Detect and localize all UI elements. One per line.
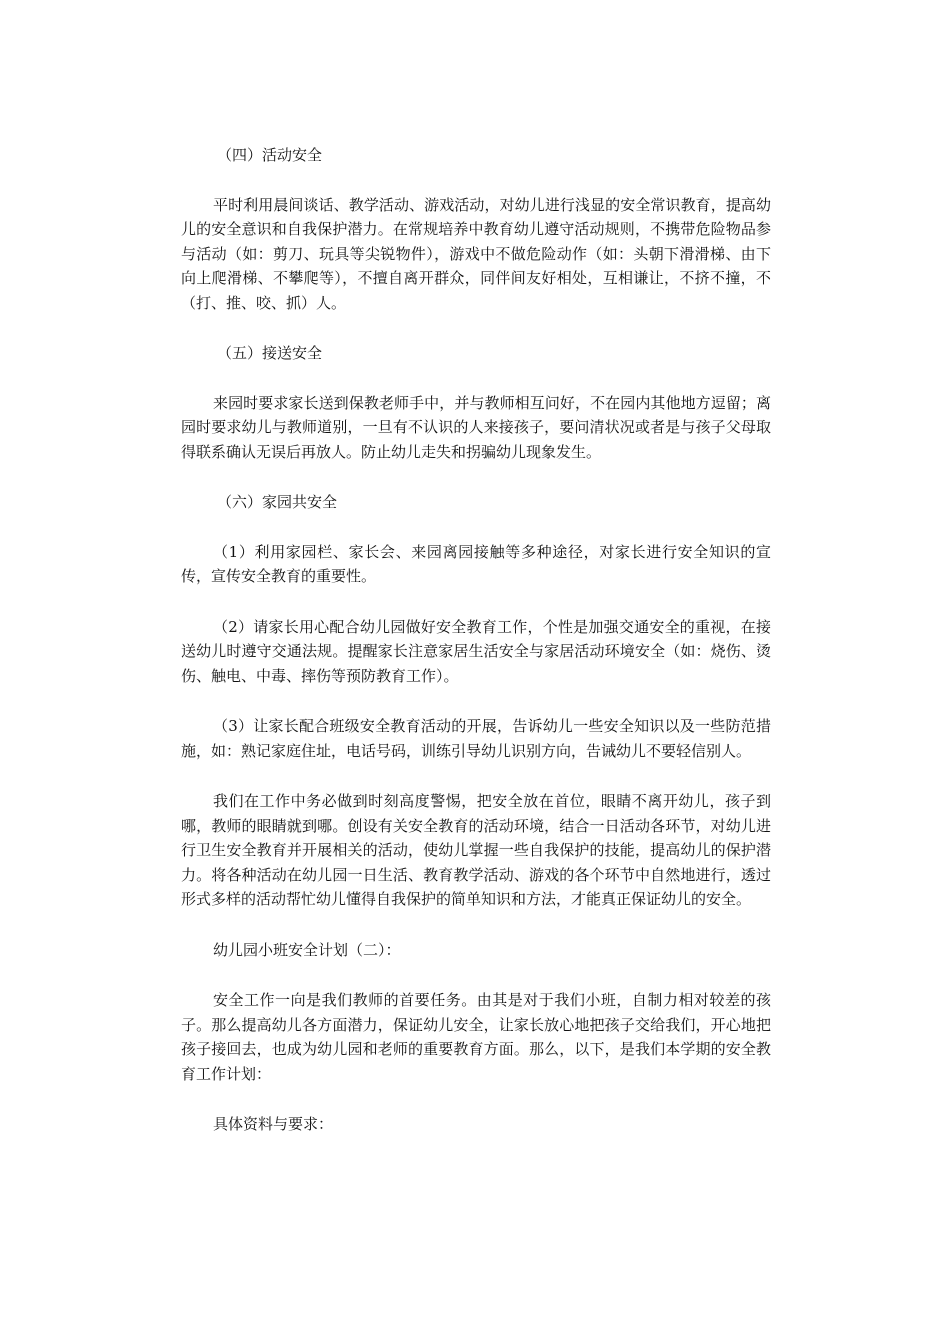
document-body: [181, 143, 771, 1137]
section-heading-activity-safety: （四）活动安全: [217, 146, 323, 164]
paragraph-item-1: （1）利用家园栏、家长会、来园离园接触等多种途径，对家长进行安全知识的宣传，宣传安全教育的重要性。: [181, 542, 771, 585]
section-heading-pickup-safety: （五）接送安全: [217, 344, 323, 362]
paragraph-summary: 我们在工作中务必做到时刻高度警惕，把安全放在首位，眼睛不离开幼儿，孩子到哪，教师的眼睛就到哪。创设有关安全教育的活动环境，结合一日活动各环节，对幼儿进行卫生安全教育并开展相关的活动，使幼儿掌握一些自我保护的技能，提高幼儿的保护潜力。将各种活动在幼儿园一日生活、教育教学活动、游戏的各个环节中自然地进行，透过形式多样的活动帮忙幼儿懂得自我保护的简单知识和方法，才能真正保证幼儿的安全。: [181, 792, 771, 908]
paragraph-requirements-label: 具体资料与要求：: [213, 1115, 334, 1133]
paragraph-item-3: （3）让家长配合班级安全教育活动的开展，告诉幼儿一些安全知识以及一些防范措施，如：熟记家庭住址，电话号码，训练引导幼儿识别方向，告诫幼儿不要轻信别人。: [181, 717, 771, 760]
paragraph-item-2: （2）请家长用心配合幼儿园做好安全教育工作，个性是加强交通安全的重视，在接送幼儿时遵守交通法规。提醒家长注意家居生活安全与家居活动环境安全（如：烧伤、烫伤、触电、中毒、摔伤等预防教育工作）。: [181, 617, 771, 685]
plan-two-title: 幼儿园小班安全计划（二）：: [213, 940, 401, 959]
paragraph-pickup-safety: 来园时要求家长送到保教老师手中，并与教师相互问好，不在园内其他地方逗留；离园时要求幼儿与教师道别，一旦有不认识的人来接孩子，要问清状况或者是与孩子父母取得联系确认无误后再放人。防止幼儿走失和拐骗幼儿现象发生。: [181, 393, 771, 461]
paragraph-activity-safety: 平时利用晨间谈话、教学活动、游戏活动，对幼儿进行浅显的安全常识教育，提高幼儿的安全意识和自我保护潜力。在常规培养中教育幼儿遵守活动规则，不携带危险物品参与活动（如：剪刀、玩具等尖锐物件），游戏中不做危险动作（如：头朝下滑滑梯、由下向上爬滑梯、不攀爬等），不擅自离开群众，同伴间友好相处，互相谦让，不挤不撞，不（打、推、咬、抓）人。: [181, 195, 771, 312]
section-heading-home-school-safety: （六）家园共安全: [217, 493, 338, 511]
paragraph-plan-intro: 安全工作一向是我们教师的首要任务。由其是对于我们小班，自制力相对较差的孩子。那么提高幼儿各方面潜力，保证幼儿安全，让家长放心地把孩子交给我们，开心地把孩子接回去，也成为幼儿园和老师的重要教育方面。那么，以下，是我们本学期的安全教育工作计划：: [181, 991, 771, 1083]
